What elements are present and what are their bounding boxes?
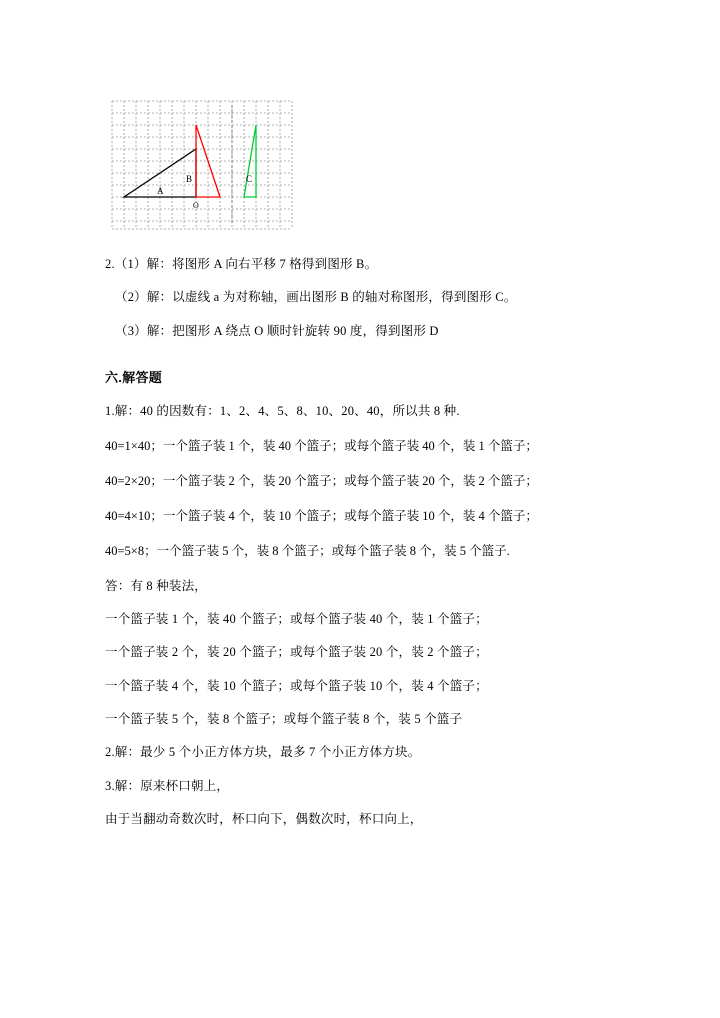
answer-2-3: （3）解：把图形 A 绕点 O 顺时针旋转 90 度，得到图形 D xyxy=(115,323,439,338)
answer-6-1-line9: 一个篮子装 4 个，装 10 个篮子；或每个篮子装 10 个，装 4 个篮子； xyxy=(105,678,488,693)
section-title-6: 六.解答题 xyxy=(105,370,163,386)
answer-6-1-line5: 40=5×8；一个篮子装 5 个，装 8 个篮子；或每个篮子装 8 个，装 5 个篮子. xyxy=(105,544,510,559)
answer-6-1-line1: 1.解：40 的因数有：1、2、4、5、8、10、20、40，所以共 8 种. xyxy=(105,404,460,419)
answer-6-1-line8: 一个篮子装 2 个，装 20 个篮子；或每个篮子装 20 个，装 2 个篮子； xyxy=(105,645,488,660)
answer-6-3-line2: 由于当翻动奇数次时，杯口向下，偶数次时，杯口向上， xyxy=(105,812,423,827)
geometry-grid-figure xyxy=(107,96,297,236)
grid-svg xyxy=(107,96,297,236)
answer-2-2: （2）解：以虚线 a 为对称轴，画出图形 B 的轴对称图形，得到图形 C。 xyxy=(115,290,517,305)
answer-6-1-line3: 40=2×20；一个篮子装 2 个，装 20 个篮子；或每个篮子装 20 个，装 2 个篮子； xyxy=(105,473,538,488)
answer-6-1-line7: 一个篮子装 1 个，装 40 个篮子；或每个篮子装 40 个，装 1 个篮子； xyxy=(105,611,488,626)
answer-6-1-line2: 40=1×40；一个篮子装 1 个，装 40 个篮子；或每个篮子装 40 个，装 1 个篮子； xyxy=(105,438,538,453)
label-c: C xyxy=(246,174,253,184)
answer-2-1: 2.（1）解：将图形 A 向右平移 7 格得到图形 B。 xyxy=(105,257,378,271)
answer-6-3-line1: 3.解：原来杯口朝上， xyxy=(105,778,230,793)
label-b: B xyxy=(186,174,193,184)
answer-6-1-line4: 40=4×10；一个篮子装 4 个，装 10 个篮子；或每个篮子装 10 个，装 4 个篮子； xyxy=(105,509,538,523)
geometry-figure-block xyxy=(105,80,615,255)
label-o: O xyxy=(193,201,199,210)
answer-6-2: 2.解：最少 5 个小正方体方块，最多 7 个小正方体方块。 xyxy=(105,745,421,760)
label-a: A xyxy=(157,186,164,196)
answer-6-1-line10: 一个篮子装 5 个，装 8 个篮子；或每个篮子装 8 个，装 5 个篮子 xyxy=(105,712,463,726)
answer-6-1-line6: 答：有 8 种装法， xyxy=(105,578,208,593)
